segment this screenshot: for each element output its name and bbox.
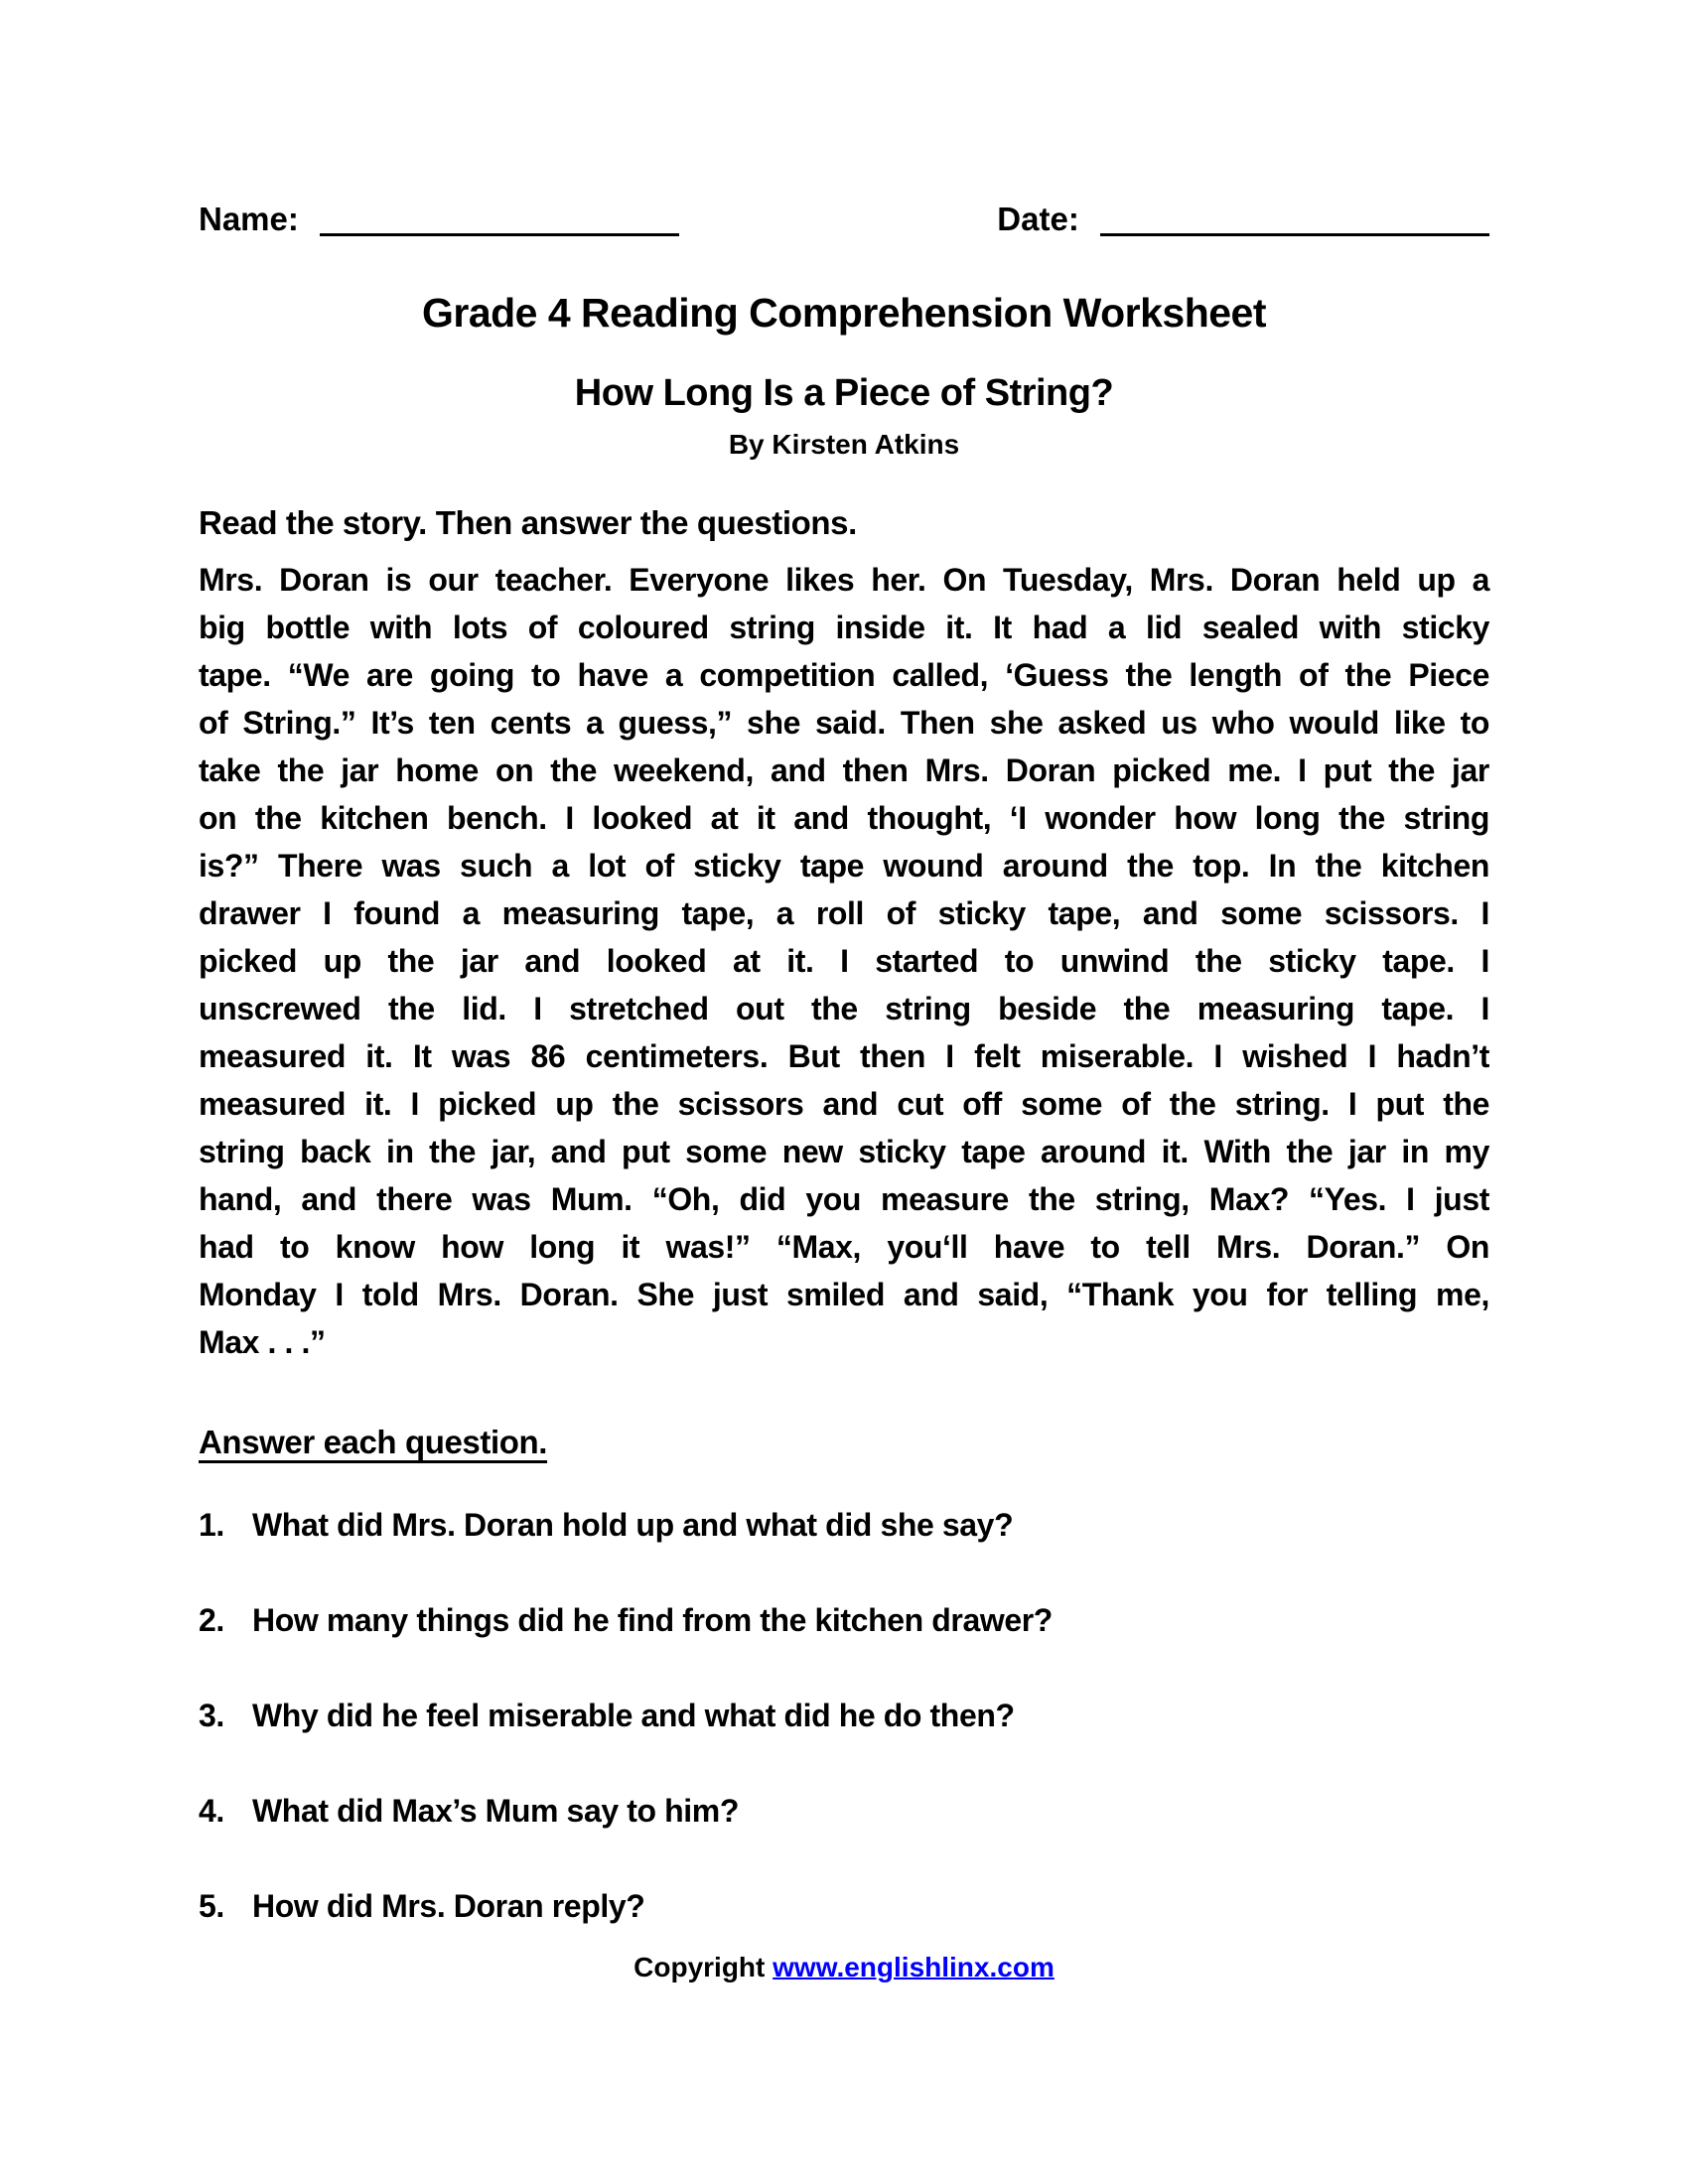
story-line: Mrs. Doran is our teacher. Everyone likes her. On Tuesday, Mrs. Doran held up a	[199, 562, 1489, 598]
name-label: Name:	[199, 201, 299, 237]
answer-questions-heading: Answer each question.	[199, 1424, 548, 1460]
question-number: 5.	[199, 1888, 224, 1924]
question-item	[199, 1886, 1489, 1926]
story-line: big bottle with lots of coloured string inside it. It had a lid sealed with sticky	[199, 610, 1489, 645]
name-field-group	[199, 201, 679, 238]
story-line: string back in the jar, and put some new sticky tape around it. With the jar in my	[199, 1134, 1489, 1169]
story-byline: By Kirsten Atkins	[728, 429, 960, 460]
story-line: take the jar home on the weekend, and then Mrs. Doran picked me. I put the jar	[199, 752, 1489, 788]
story-line: on the kitchen bench. I looked at it and thought, ‘I wonder how long the string	[199, 800, 1489, 836]
question-item	[199, 1696, 1489, 1735]
name-blank-line	[320, 209, 679, 236]
story-line: measured it. I picked up the scissors and cut off some of the string. I put the	[199, 1086, 1489, 1122]
questions-list	[199, 1505, 1489, 1926]
question-number: 4.	[199, 1793, 224, 1829]
footer	[0, 1952, 1688, 1983]
question-text: What did Mrs. Doran hold up and what did she say?	[252, 1507, 1014, 1543]
story-title: How Long Is a Piece of String?	[574, 372, 1114, 414]
story-text	[199, 556, 1489, 1366]
story-line: of String.” It’s ten cents a guess,” she said. Then she asked us who would like to	[199, 705, 1489, 741]
question-item	[199, 1505, 1489, 1545]
question-number: 1.	[199, 1507, 224, 1543]
header-row	[199, 201, 1489, 238]
worksheet-title: Grade 4 Reading Comprehension Worksheet	[421, 290, 1267, 336]
story-line: had to know how long it was!” “Max, you‘ll have to tell Mrs. Doran.” On	[199, 1229, 1489, 1265]
story-line: measured it. It was 86 centimeters. But then I felt miserable. I wished I hadn’t	[199, 1038, 1489, 1074]
question-text: How did Mrs. Doran reply?	[252, 1888, 645, 1924]
date-field-group	[997, 201, 1489, 238]
instructions-text: Read the story. Then answer the questions.	[199, 504, 857, 541]
question-text: How many things did he find from the kitchen drawer?	[252, 1602, 1053, 1638]
story-line: unscrewed the lid. I stretched out the string beside the measuring tape. I	[199, 991, 1489, 1026]
story-line: drawer I found a measuring tape, a roll of sticky tape, and some scissors. I	[199, 895, 1489, 931]
copyright-label: Copyright	[633, 1952, 766, 1982]
story-line: Max . . .”	[199, 1324, 326, 1360]
question-item	[199, 1600, 1489, 1640]
story-line: is?” There was such a lot of sticky tape wound around the top. In the kitchen	[199, 848, 1489, 884]
story-line: Monday I told Mrs. Doran. She just smiled and said, “Thank you for telling me,	[199, 1277, 1489, 1312]
worksheet-content	[199, 0, 1489, 1981]
question-text: Why did he feel miserable and what did he do then?	[252, 1698, 1015, 1733]
question-number: 3.	[199, 1698, 224, 1733]
story-line: tape. “We are going to have a competition called, ‘Guess the length of the Piece	[199, 657, 1489, 693]
question-item	[199, 1791, 1489, 1831]
date-label: Date:	[997, 201, 1079, 237]
story-line: hand, and there was Mum. “Oh, did you measure the string, Max? “Yes. I just	[199, 1181, 1489, 1217]
copyright-link[interactable]: www.englishlinx.com	[773, 1952, 1055, 1982]
story-line: picked up the jar and looked at it. I started to unwind the sticky tape. I	[199, 943, 1489, 979]
question-text: What did Max’s Mum say to him?	[252, 1793, 739, 1829]
date-blank-line	[1100, 209, 1489, 236]
question-number: 2.	[199, 1602, 224, 1638]
